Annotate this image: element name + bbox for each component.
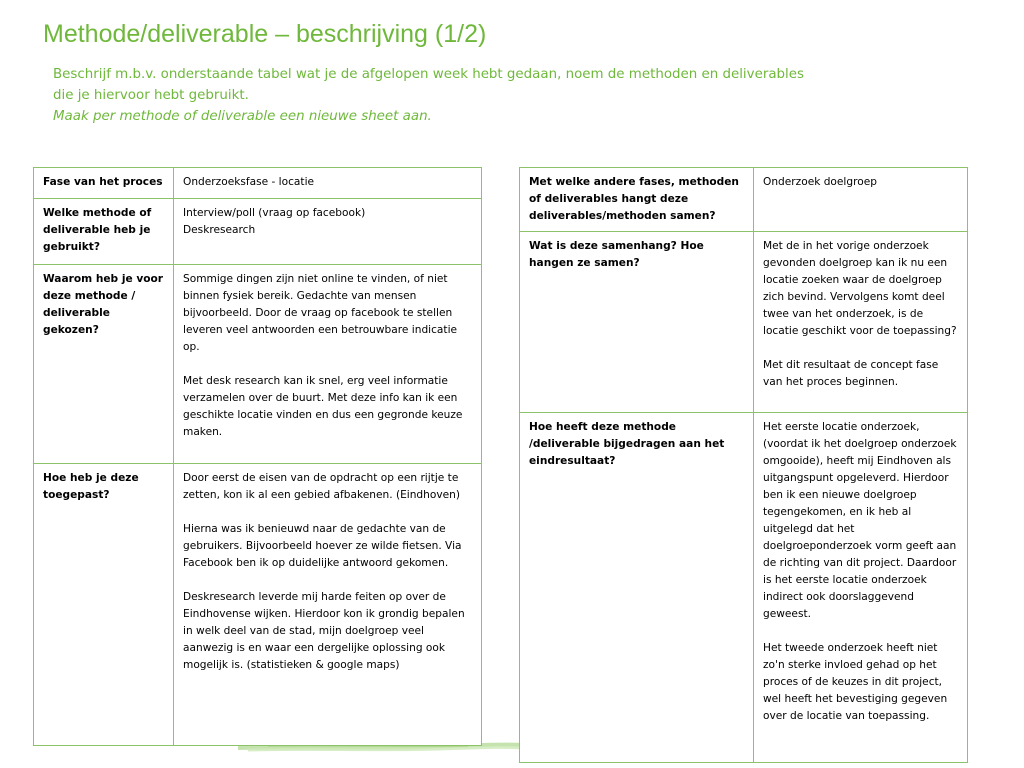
- row-label: Fase van het proces: [34, 168, 174, 199]
- table-row: [34, 199, 482, 265]
- paragraph: Interview/poll (vraag op facebook) Deskresearch: [183, 207, 366, 236]
- table-row: [34, 168, 482, 199]
- row-label: Hoe heeft deze methode /deliverable bijgedragen aan het eindresultaat?: [520, 413, 754, 763]
- row-label: Hoe heb je deze toegepast?: [34, 464, 174, 746]
- slide-title: Methode/deliverable – beschrijving (1/2): [43, 20, 487, 48]
- row-value: [754, 168, 968, 232]
- row-value: [174, 265, 482, 464]
- row-label: Welke methode of deliverable heb je gebruikt?: [34, 199, 174, 265]
- process-table-left: [33, 167, 482, 746]
- table-row: [520, 168, 968, 232]
- process-table-right: [519, 167, 968, 763]
- paragraph: Hierna was ik benieuwd naar de gedachte van de gebruikers. Bijvoorbeeld hoever ze wilde fietsen. Via Facebook ben ik op duidelijke antwoord gekomen.: [183, 523, 462, 569]
- paragraph: Met de in het vorige onderzoek gevonden doelgroep kan ik nu een locatie zoeken waar de doelgroep zich bevind. Vervolgens komt deel twee van het onderzoek, is de locatie geschikt voor de toepassing?: [763, 240, 957, 337]
- row-value: [754, 232, 968, 413]
- paragraph: Met desk research kan ik snel, erg veel informatie verzamelen over de buurt. Met deze info kan ik een geschikte locatie vinden en dus een gegronde keuze maken.: [183, 375, 463, 438]
- row-value: [174, 464, 482, 746]
- table-row: [34, 265, 482, 464]
- paragraph: Onderzoek doelgroep: [763, 176, 877, 188]
- table-row: [520, 232, 968, 413]
- instructions-line-1: Beschrijf m.b.v. onderstaande tabel wat je de afgelopen week hebt gedaan, noem de methoden en deliverables die je hiervoor hebt gebruikt.: [53, 67, 804, 103]
- paragraph: Deskresearch leverde mij harde feiten op over de Eindhovense wijken. Hierdoor kon ik grondig bepalen in welk deel van de stad, mijn doelgroep veel aanwezig is en waar een dergelijke oplossing ook mogelijk is. (statistieken & google maps): [183, 591, 465, 671]
- instructions-line-2: Maak per methode of deliverable een nieuwe sheet aan.: [53, 109, 432, 124]
- paragraph: Sommige dingen zijn niet online te vinden, of niet binnen fysiek bereik. Gedachte van mensen bijvoorbeeld. Door de vraag op facebook te stellen leveren veel antwoorden een betrouwbare indicatie op.: [183, 273, 458, 353]
- paragraph: Het eerste locatie onderzoek, (voordat ik het doelgroep onderzoek omgooide), heeft mij Eindhoven als uitgangspunt opgeleverd. Hierdoor ben ik een nieuwe doelgroep tegengekomen, en ik heb al uitgelegd dat het doelgroeponderzoek vorm geeft aan de richting van dit project. Daardoor is het eerste locatie onderzoek indirect ook doorslaggevend geweest.: [763, 421, 957, 620]
- table-row: [34, 464, 482, 746]
- table-row: [520, 413, 968, 763]
- paragraph: Het tweede onderzoek heeft niet zo'n sterke invloed gehad op het proces of de keuzes in dit project, wel heeft het bevestiging gegeven over de locatie van toepassing.: [763, 642, 948, 722]
- paragraph: Door eerst de eisen van de opdracht op een rijtje te zetten, kon ik al een gebied afbakenen. (Eindhoven): [183, 472, 460, 501]
- row-value: [174, 199, 482, 265]
- paragraph: Onderzoeksfase - locatie: [183, 176, 315, 188]
- paragraph: Met dit resultaat de concept fase van het proces beginnen.: [763, 359, 939, 388]
- row-label: Waarom heb je voor deze methode / deliverable gekozen?: [34, 265, 174, 464]
- instructions: [53, 64, 813, 127]
- row-value: [174, 168, 482, 199]
- row-label: Met welke andere fases, methoden of deliverables hangt deze deliverables/methoden samen?: [520, 168, 754, 232]
- row-label: Wat is deze samenhang? Hoe hangen ze samen?: [520, 232, 754, 413]
- row-value: [754, 413, 968, 763]
